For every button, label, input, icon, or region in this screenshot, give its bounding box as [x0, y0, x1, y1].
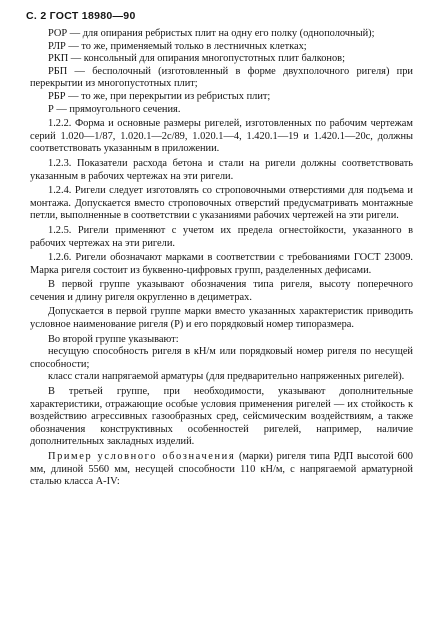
- first-group-alternative-paragraph: Допускается в первой группе марки вместо указанных характеристик приводить условное наименование ригеля (Р) и его порядковый номер типоразмера.: [30, 306, 413, 331]
- clause-1-2-6: 1.2.6. Ригели обозначают марками в соответствии с требованиями ГОСТ 23009. Марка ригеля состоит из буквенно-цифровых групп, разделенных дефисами.: [30, 252, 413, 276]
- example-rest: (марки) ригеля типа РДП высотой 600 мм, длиной 5560 мм, несущей способности 110 кН/м, с напрягаемой арматурной сталью класса A-IV:: [30, 451, 413, 488]
- definition-rbr: РБР — то же, при перекрытии из ребристых плит;: [48, 90, 271, 102]
- definition-rbp: РБП — бесполочный (изготовленный в форме двухполочного ригеля) при перекрытии из многопустотных плит;: [30, 65, 413, 90]
- third-group-paragraph: В третьей группе, при необходимости, указывают дополнительные характеристики, отражающие особые условия применения ригелей — их стойкость к воздействию агрессивных газообразных сред, сейсмическим воздействиям, а также обозначения конструктивных особенностей ригелей, например, наличие дополнительных закладных изделий.: [30, 386, 413, 448]
- second-group-intro: Во второй группе указывают:: [48, 333, 179, 345]
- definition-rlr: РЛР — то же, применяемый только в лестничных клетках;: [48, 40, 307, 52]
- second-group-item-steel-class: класс стали напрягаемой арматуры (для предварительно напряженных ригелей).: [48, 371, 405, 383]
- definition-r: Р — прямоугольного сечения.: [48, 103, 181, 115]
- clause-1-2-3: 1.2.3. Показатели расхода бетона и стали на ригели должны соответствовать указанным в рабочих чертежах на эти ригели.: [30, 157, 413, 182]
- clause-1-2-4: 1.2.4. Ригели следует изготовлять со строповочными отверстиями для подъема и монтажа. Допускается вместо строповочных отверстий предусматривать монтажные петли, выполненные в соответствии с указаниями рабочих чертежей на эти ригели.: [30, 185, 413, 222]
- clause-1-2-5: 1.2.5. Ригели применяют с учетом их предела огнестойкости, указанного в рабочих чертежах на эти ригели.: [30, 224, 413, 249]
- definition-rkp: РКП — консольный для опирания многопустотных плит балконов;: [48, 53, 345, 65]
- definition-ror: РОР — для опирания ребристых плит на одну его полку (однополочный);: [48, 28, 375, 39]
- second-group-item-capacity: несущую способность ригеля в кН/м или порядковый номер ригеля по несущей способности;: [30, 346, 413, 370]
- clause-1-2-2: 1.2.2. Форма и основные размеры ригелей, изготовленных по рабочим чертежам серий 1.020—1/87, 1.020.1—2с/89, 1.020.1—4, 1.420.1—19 и 1.420.1—20с, должны соответствовать указанным в приложении.: [30, 118, 413, 155]
- first-group-paragraph: В первой группе указывают обозначения типа ригеля, высоту поперечного сечения и длину ригеля округленно в дециметрах.: [30, 279, 413, 303]
- example-paragraph: [30, 451, 413, 489]
- example-lead: Пример условного обозначения: [48, 451, 236, 462]
- page-header: С. 2 ГОСТ 18980—90: [26, 10, 136, 22]
